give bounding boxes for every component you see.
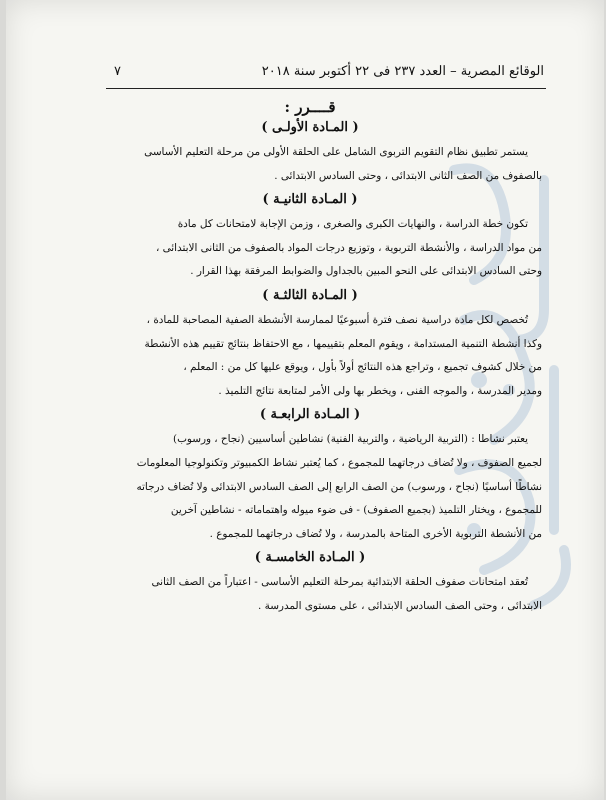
article-heading: ( المـادة الثالثـة ) (262, 287, 358, 303)
page-header (102, 64, 544, 86)
article-2 (78, 192, 542, 284)
text-line: لجميع الصفوف ، ولا تُضاف درجاتهما للمجموع ، كما يُعتبر نشاط الكمبيوتر وتكنولوجيا المعلومات (136, 456, 542, 469)
article-text (78, 141, 542, 188)
article-3 (78, 288, 542, 403)
article-heading: ( المـادة الأولـى ) (261, 120, 359, 135)
text-line: تُخصص لكل مادة دراسية نصف فترة أسبوعيًا لممارسة الأنشطة الصفية المصاحبة للمادة ، (146, 313, 528, 326)
article-text (78, 213, 542, 284)
text-line: من الأنشطة التربوية الأخرى المتاحة بالمدرسة ، ولا تُضاف درجاتهما للمجموع . (209, 527, 542, 540)
text-line: من خلال كشوف تجميع ، وتراجع هذه النتائج أولاً بأول ، ويوقع عليها كل من : المعلم ، (183, 361, 542, 374)
article-4 (78, 407, 542, 546)
text-line: تُعقد امتحانات صفوف الحلقة الابتدائية بمرحلة التعليم الأساسى - اعتباراً من الصف الثانى (151, 576, 528, 589)
text-line: الابتدائى ، وحتى الصف السادس الابتدائى ، على مستوى المدرسة . (258, 599, 542, 612)
text-line: للمجموع ، ويختار التلميذ (بجميع الصفوف) - فى ضوء ميوله واهتماماته - نشاطين آخرين (170, 504, 542, 517)
text-line: يعتبر نشاطا : (التربية الرياضية ، والتربية الفنية) نشاطين أساسيين (نجاح ، ورسوب) (173, 433, 528, 446)
text-line: ومدير المدرسة ، والموجه الفنى ، ويخطر بها ولى الأمر لمتابعة نتائج التلميذ . (218, 384, 542, 397)
text-line: يستمر تطبيق نظام التقويم التربوى الشامل على الحلقة الأولى من مرحلة التعليم الأساسى (144, 146, 528, 158)
article-5 (78, 550, 542, 618)
text-line: وكذا أنشطة التنمية المستدامة ، ويقوم المعلم بتقييمها ، مع الاحتفاظ بنتائج تقييم هذه الأنشطة (144, 337, 542, 350)
article-text (78, 309, 542, 403)
text-line: نشاطًا أساسيًا (نجاح ، ورسوب) من الصف الرابع إلى الصف السادس الابتدائى ولا تُضاف درجاته (136, 480, 542, 493)
article-text (78, 571, 542, 618)
article-heading: ( المـادة الرابعـة ) (259, 407, 361, 423)
header-divider (106, 88, 546, 89)
decision-body (78, 98, 542, 619)
gazette-header-title: الوقائع المصرية – العدد ٢٣٧ فى ٢٢ أكتوبر سنة ٢٠١٨ (261, 64, 544, 79)
decision-title: قــــرر : (284, 98, 336, 116)
article-heading: ( المـادة الخامسـة ) (254, 550, 366, 566)
article-text (78, 428, 542, 546)
document-page (6, 0, 604, 800)
article-1 (78, 120, 542, 188)
text-line: من مواد الدراسة ، والأنشطة التربوية ، وتوزيع درجات المواد بالصفوف من الثانى الابتدائى ، (155, 241, 542, 254)
text-line: بالصفوف من الصف الثانى الابتدائى ، وحتى السادس الابتدائى . (274, 169, 542, 182)
text-line: وحتى السادس الابتدائى على النحو المبين بالجداول والضوابط المرفقة بهذا القرار . (190, 265, 542, 278)
text-line: تكون خطة الدراسة ، والنهايات الكبرى والصغرى ، وزمن الإجابة لامتحانات كل مادة (177, 218, 528, 231)
page-number: ٧ (114, 64, 121, 79)
article-heading: ( المـادة الثانيـة ) (262, 192, 358, 208)
